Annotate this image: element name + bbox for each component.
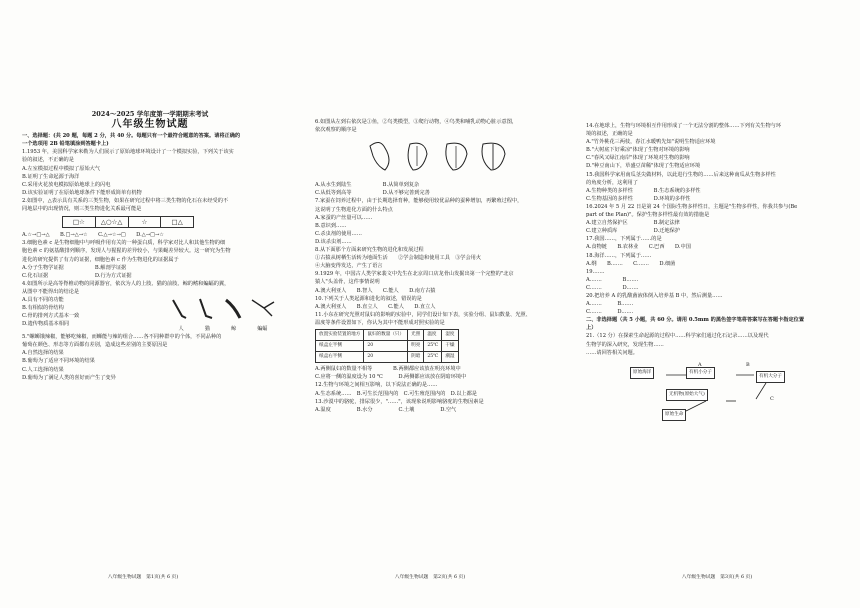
table-cell: 纸盒左半侧 (316, 341, 364, 352)
text-line: 8.从下面那个方面来研究生物的进化和发展过程 (315, 247, 424, 254)
text-line: ……请回答相关问题。 (586, 349, 638, 356)
text-line: C.骨的排列方式基本一致 (22, 313, 80, 320)
table-row (316, 352, 459, 363)
table-header: 光照 (408, 329, 424, 340)
text-line: A.家蚕的产丝量可以…… (315, 214, 373, 221)
text-line: A.食物链 B.农林业 C.巴西 D.中国 (586, 244, 691, 251)
text-line: 17.我国……，下列属于……的是 (586, 236, 662, 243)
homologous-limbs-figure (168, 296, 278, 333)
text-line: A.澳大利亚人 B.直立人 C.能人 D.直立人 (315, 303, 436, 310)
layer-1: □☆ (72, 218, 85, 227)
text-line: 进化的研究提供了有力的证据，细胞色素 c 作为生物进化的证据属于 (22, 256, 179, 263)
text-line: A.…… B.…… (586, 276, 639, 283)
diagram-box-large-organic: 有机大分子 (756, 371, 785, 383)
table-row (316, 341, 459, 352)
diagram-box-small-organic: 有机小分子 (686, 367, 715, 379)
text-line: 生物学的深入研究，发现生物…… (586, 341, 664, 348)
hearts-svg (365, 136, 515, 176)
page-1-column (22, 110, 278, 382)
table-cell: 20 (364, 352, 408, 363)
fig-label-human: 人 (178, 326, 184, 333)
text-line: D.遗传物质基本相同 (22, 321, 70, 328)
text-line: C.生物基因的多样性 D.环境的多样性 (586, 195, 691, 202)
text-line: C.建立种质库 D.迁地保护 (586, 228, 681, 235)
text-line: A.左室模拟过程中模拟了原始大气 (22, 165, 101, 172)
section1-header-2: 一个选项用 2B 铅笔填涂到答题卡上) (22, 141, 109, 148)
text-line: C.应将一侧的温度设为 10 ℃ D.两侧都应该放在阴暗环境中 (315, 374, 467, 381)
text-line: 验的叙述，不正确的是 (22, 157, 74, 164)
text-line: ④大脑变得发达，产生了语言 (315, 263, 383, 270)
fig-label-cat: 猫 (204, 326, 210, 333)
text-line: 15.我国科学家用南瓜茎尖做材料，以此进行生物的……后来这种南瓜从生物多样性 (586, 171, 776, 178)
text-line: 12.生物与环境之间相互影响，以下说法正确的是…… (315, 382, 438, 389)
text-line: D.葡萄为了满足人类的喜好而产生了变异 (22, 374, 116, 381)
fossil-layers-figure (62, 216, 194, 228)
text-line: C.化石证据 D.行为方式证据 (22, 272, 132, 279)
table-header: 鼠妇的数量（只） (364, 329, 408, 340)
text-line: 的角度分析，这利用了 (586, 179, 638, 186)
text-line: 境的叙述，正确的是 (586, 131, 633, 138)
text-line: C.…… D.…… (586, 284, 639, 291)
table-cell: 潮湿 (442, 352, 458, 363)
text-line: 10.下列关于人类起源和进化的叙述，错误的是 (315, 295, 422, 302)
text-line: C.采用火花放电模拟原始地球上的闪电 (22, 181, 111, 188)
table-cell: 干燥 (442, 341, 458, 352)
text-line: 5."螺蛳饿辣椒，能够吃辣椒，而蛳能与辣的组合……各不同种群中的个体，不同品种的 (22, 334, 222, 341)
text-line: ①古猿从树栖生活转为地面生活 ②学会制造和使用工具 ③学会用火 (315, 255, 482, 262)
text-line: 温度等条件设置如下，你认为其中不能形成对照实验的是 (315, 319, 445, 326)
table-cell: 纸盒右半侧 (316, 352, 364, 363)
text-line: B.葡萄为了适应不同环境的结果 (22, 358, 95, 365)
text-line: A.分子生物学证据 B.解剖学证据 (22, 264, 127, 271)
text-line: A.生态系统…… B.可生长范围内的 C.可生殖范围内的 D.以上都是 (315, 390, 477, 397)
diagram-arrows (626, 361, 826, 431)
section1-header: 一、选择题：(共 20 题，每题 2 分，共 40 分。每题只有一个最符合题意的答案。请将正确的 (22, 133, 241, 140)
text-line: A.两侧鼠妇的数量不相等 B.两侧都应该放在明亮环境中 (315, 366, 461, 373)
table-cell: 明亮 (408, 341, 424, 352)
text-line: 21.（12 分）在探索生命起源的过程中……科学家们通过化石记录……以及现代 (586, 333, 769, 340)
text-line: B."大树底下好乘凉"体现了生物对环境的影响 (586, 147, 690, 154)
section2-header-2: 上） (586, 325, 597, 332)
diagram-box-ocean: 原始海洋 (630, 367, 654, 379)
text-line: part of the Plan)"。保护生物多样性最有效的措施是 (586, 212, 710, 219)
text-line: 2.如图中，△表示具有关系的三类生物，如果在研究过程中将三类生物的化石在未经受的不 (22, 197, 229, 204)
page-2-column (315, 118, 567, 414)
text-line: B.有相似的骨结构 (22, 305, 64, 312)
page-footer: 八年级生物试题 第2页(共 6 页) (394, 575, 466, 580)
exam-page-1 (0, 0, 286, 608)
text-line: 同地层中的出现情况，则三类生物进化关系最可能是 (22, 206, 142, 213)
page-footer: 八年级生物试题 第3页(共 6 页) (681, 575, 753, 580)
table-cell: 阴暗 (408, 352, 424, 363)
text-line: 20.把培养 A 的乳酸菌液体倒入培养基 B 中，然后测量…… (586, 292, 723, 299)
text-line: C.…… D.…… (586, 309, 634, 316)
text-line: 18.海洋……，下列属于…… (586, 252, 652, 259)
text-line: C.从低等到高等 D.从不够完善到完善 (315, 190, 430, 197)
exam-page-3 (574, 0, 860, 608)
text-line: 这说明了生物进化方面的什么特点 (315, 206, 393, 213)
section2-header: 二、非选择题（共 5 小题，共 60 分。请用 0.5mm 的黑色签字笔将答案写在答题卡指定位置 (586, 317, 805, 324)
table-header: 放置实验装置的地方 (316, 329, 364, 340)
text-line: A.纲 B.…… C.…… D.细菌 (586, 260, 676, 267)
fig-label-bat: 蝙蝠 (257, 326, 268, 333)
text-line: C.人工选择的结果 (22, 366, 64, 373)
text-line: 6.如图从左到右依次是①鱼，②鸟类模型，③爬行动物，④鸟类和哺乳动物心脏示意图， (315, 119, 518, 125)
experiment-table (315, 329, 459, 363)
text-line: 猿人"头盖骨，这件事情说明 (315, 279, 380, 286)
page-3-column (586, 122, 848, 431)
exam-title: 八年级生物试题 (111, 119, 189, 131)
table-cell: 20 (364, 341, 408, 352)
limbs-svg (168, 296, 278, 322)
text-line: A.具有不同的功能 (22, 296, 64, 303)
diagram-label-a: A (698, 361, 702, 368)
text-line: D."种豆南山下，草盛豆苗稀"体现了生物适应环境 (586, 163, 701, 170)
layer-3: ☆ (128, 217, 161, 227)
text-line: A.澳大利亚人 B.智人 C.能人 D.南方古猿 (315, 287, 436, 294)
page-footer: 八年级生物试题 第1页(共 6 页) (107, 575, 179, 580)
diagram-label-b: B (746, 361, 750, 368)
diagram-box-primitive-life: 原始生命 (662, 409, 686, 421)
text-line: 7.家蚕在饲养过程中，由于长期选择育种，能够使用较优品种的蚕种增加，再繁殖过程中， (315, 198, 523, 205)
text-line: C.杀虫剂的使用…… (315, 230, 362, 237)
text-line: C."春风又绿江南岸"体现了环境对生物的影响 (586, 155, 690, 162)
text-line: B.意识到…… (315, 222, 347, 229)
text-line: 3.细胞色素 c 是生物细胞中与呼吸作用有关的一种蛋白质，科学家对比人和其他生物的细 (22, 240, 226, 247)
text-line: A.温度 B.水分 C.土壤 D.空气 (315, 406, 457, 413)
table-header: 湿度 (442, 329, 458, 340)
origin-of-life-diagram (586, 361, 848, 431)
text-line: A."竹外桃花三两枝，春江水暖鸭先知"说明生物适应环境 (586, 139, 716, 146)
exam-page-2 (287, 0, 573, 608)
text-line: 13.沙漠中的骆驼，排尿很少，"……"，该现象说明影响骆驼的生物因素是 (315, 398, 484, 405)
text-line: 葡萄在颜色、形态等方面都有差别，造成这些差别的主要原因是 (22, 342, 168, 349)
text-line: A.…… B.…… (586, 301, 634, 308)
heart-diagrams-figure (365, 136, 567, 179)
text-line: B.证明了生命起源于海洋 (22, 173, 80, 180)
text-line: D.该杀虫剂…… (315, 238, 352, 245)
text-line: A.建立自然保护区 B.制定法律 (586, 220, 680, 227)
text-line: 依次观察的顺序是 (315, 127, 357, 134)
table-header: 温度 (424, 329, 442, 340)
text-line: 1.1953 年，美国科学家米勒为人们展示了原始地球环境设计了一个模拟实验，下列关于该实 (22, 149, 234, 156)
fig-label-whale: 鲸 (231, 326, 237, 333)
text-line: 11.小东在研究光照对鼠妇的影响的实验中，同学们设计如下表，实验分组、鼠妇数量、光照、 (315, 311, 531, 318)
text-line: 16.2024 年 5 月 22 日是第 24 个国际生物多样性日，主题是"生物多样性，你我共参与(Be (586, 203, 798, 210)
text-line: 胞色素 c 的氨基酸排列顺序，发现人与猩猩的差异较小，与果蝇差异较大。这一研究为生物 (22, 248, 231, 255)
text-line: 14.在地球上，生物与环境相互作用形成了一个无法分割的整体……下列有关生物与环 (586, 123, 782, 129)
year-title: 2024～2025 学年度第一学期期末考试 (91, 110, 209, 118)
text-line: D.该实验证明了在原始地球条件下能形成简单有机物 (22, 189, 142, 196)
text-line: 从图中不能得出的结论是 (22, 288, 80, 295)
layer-4: □△ (160, 217, 193, 227)
table-cell: 25℃ (424, 352, 442, 363)
text-line: 4.如图所示是高等脊椎动物的同源器官，依次为人的上肢、猫的前肢、鲸的鳍和蝙蝠的翼， (22, 280, 230, 287)
text-line: A.生物种类的多样性 B.生态系统的多样性 (586, 187, 701, 194)
table-header-row (316, 329, 459, 340)
text-line: A.从水生到陆生 B.从简单到复杂 (315, 182, 420, 189)
diagram-label-c: C (770, 395, 774, 402)
diagram-box-inorganic: 无机物(原始大气) (666, 389, 708, 401)
text-line: 9.1929 年，中国古人类学家裴文中先生在北京周口店龙骨山发掘出第一个完整的"北京 (315, 271, 514, 278)
q2-options: A.☆→□→△ B.□→△→☆ C.△→☆→□ D.△→□→☆ (22, 232, 164, 239)
text-line: A.自然选择的结果 (22, 350, 64, 357)
table-cell: 25℃ (424, 341, 442, 352)
text-line: 19.…… (586, 268, 605, 275)
layer-2: △○☆△ (95, 217, 128, 227)
